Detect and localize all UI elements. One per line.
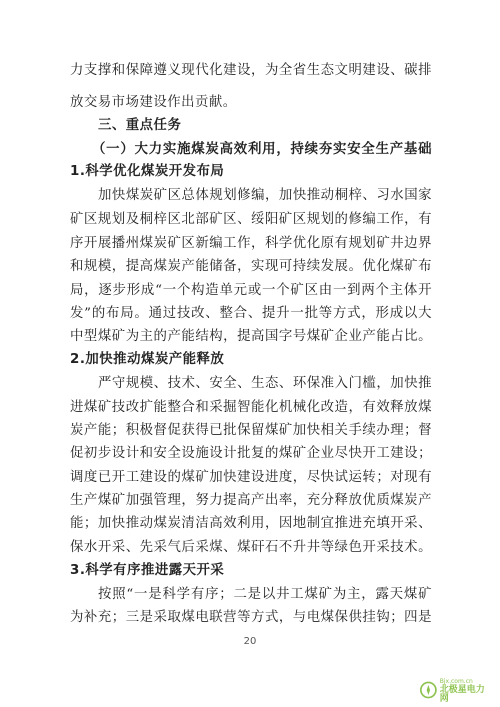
body-line: 按照“一是科学有序；二是以井工煤矿为主，露天煤矿 — [98, 587, 432, 602]
body-line: 中型煤矿为主的产能结构，提高国字号煤矿企业产能占比。 — [70, 329, 432, 344]
watermark — [420, 677, 490, 704]
body-line: 促初步设计和安全设施设计批复的煤矿企业尽快开工建设； — [70, 446, 432, 461]
body-line: 局，逐步形成“一个构造单元或一个矿区由一到两个主体开 — [70, 283, 432, 298]
watermark-brand: 北极星电力网 — [439, 684, 485, 704]
body-line: 炭产能；积极督促获得已批保留煤矿加快相关手续办理；督 — [70, 423, 432, 438]
item-title: 1.科学优化煤炭开发布局 — [70, 164, 225, 179]
subsection-heading: （一）大力实施煤炭高效利用，持续夯实安全生产基础 — [92, 142, 432, 157]
body-line: 为补充；三是采取煤电联营等方式，与电煤保供挂钩；四是 — [70, 610, 432, 625]
body-line: 保水开采、先采气后采煤、煤矸石不升井等绿色开采技术。 — [70, 540, 432, 555]
watermark-url: Bjx.com.cn — [439, 677, 473, 685]
section-heading: 三、重点任务 — [98, 118, 182, 133]
body-line: 力支撑和保障遵义现代化建设，为全省生态文明建设、碳排 — [70, 63, 432, 78]
body-line: 发”的布局。通过技改、整合、提升一批等方式，形成以大 — [70, 306, 432, 321]
body-line: 生产煤矿加强管理，努力提高产出率，充分释放优质煤炭产 — [70, 493, 432, 508]
body-line: 能；加快推动煤炭清洁高效利用，因地制宜推进充填开采、 — [70, 516, 432, 531]
item-title: 2.加快推动煤炭产能释放 — [70, 352, 225, 367]
body-line: 加快煤炭矿区总体规划修编，加快推动桐梓、习水国家 — [98, 188, 432, 203]
watermark-logo-icon — [420, 681, 437, 699]
item-title: 3.科学有序推进露天开采 — [70, 563, 225, 578]
page-number: 20 — [243, 636, 257, 647]
body-line: 和规模，提高煤炭产能储备，实现可持续发展。优化煤矿布 — [70, 259, 432, 274]
body-line: 矿区规划及桐梓区北部矿区、绥阳矿区规划的修编工作，有 — [70, 212, 432, 227]
body-line: 序开展播州煤炭矿区新编工作，科学优化原有规划矿井边界 — [70, 236, 432, 251]
body-line: 放交易市场建设作出贡献。 — [70, 95, 237, 110]
body-line: 调度已开工建设的煤矿加快建设进度，尽快试运转；对现有 — [70, 470, 432, 485]
body-line: 严守规模、技术、安全、生态、环保准入门槛，加快推 — [98, 376, 432, 391]
body-line: 进煤矿技改扩能整合和采掘智能化机械化改造，有效释放煤 — [70, 400, 432, 415]
